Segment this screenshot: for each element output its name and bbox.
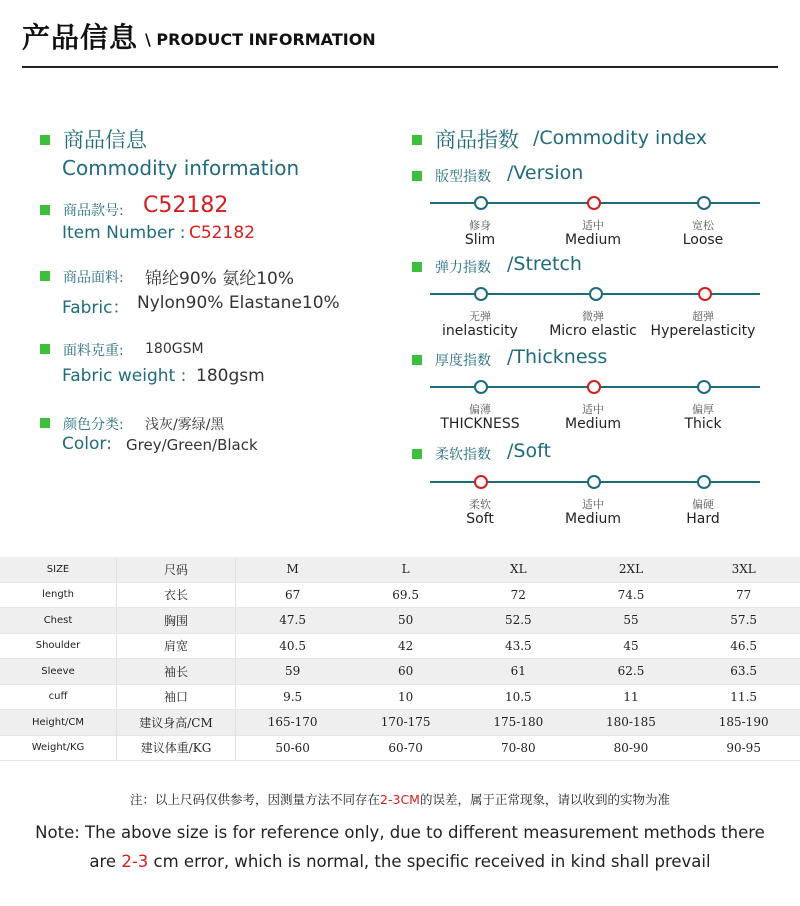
- version-option-dot-selected: [587, 196, 601, 210]
- soft-option-label: [533, 497, 653, 527]
- note-en-text: are: [89, 852, 122, 871]
- table-cell: 10: [349, 684, 462, 710]
- fabric-label-en: Fabric：: [62, 298, 130, 318]
- option-label-cn: 偏薄: [469, 403, 491, 416]
- scale-name-cn: 版型指数: [435, 169, 491, 185]
- stretch-option-label: [420, 309, 540, 339]
- table-cell: 尺码: [117, 557, 236, 582]
- bullet-icon: [40, 344, 50, 354]
- weight-label-cn: 面料克重:: [63, 343, 124, 359]
- table-cell: 建议体重/KG: [117, 735, 236, 761]
- table-cell: 胸围: [117, 608, 236, 634]
- table-cell: 74.5: [575, 582, 688, 608]
- option-label-cn: 宽松: [692, 219, 714, 232]
- table-cell: 43.5: [462, 633, 575, 659]
- version-option-dot: [474, 196, 488, 210]
- table-cell: Height/CM: [0, 710, 117, 736]
- thickness-option-dot: [474, 380, 488, 394]
- bullet-icon: [412, 355, 422, 365]
- info-title-en: Commodity information: [62, 156, 300, 180]
- weight-label-en: Fabric weight :: [62, 366, 187, 386]
- option-label-en: Soft: [466, 511, 494, 527]
- table-cell: 2XL: [575, 557, 688, 582]
- table-cell: 77: [687, 582, 800, 608]
- stretch-option-dot-selected: [698, 287, 712, 301]
- option-label-cn: 偏厚: [692, 403, 714, 416]
- version-option-label: [643, 218, 763, 248]
- table-cell: 62.5: [575, 659, 688, 685]
- option-label-cn: 适中: [582, 219, 604, 232]
- soft-option-label: [643, 497, 763, 527]
- table-cell: Sleeve: [0, 659, 117, 685]
- option-label-en: inelasticity: [442, 323, 518, 339]
- table-cell: 40.5: [236, 633, 350, 659]
- option-label-cn: 偏硬: [692, 498, 714, 511]
- color-value-en: Grey/Green/Black: [126, 436, 258, 454]
- scale-name-en: /Thickness: [507, 346, 608, 368]
- option-label-en: Hyperelasticity: [650, 323, 756, 339]
- fabric-value-cn: 锦纶90% 氨纶10%: [145, 269, 294, 289]
- thickness-option-label: [643, 402, 763, 432]
- table-cell: 69.5: [349, 582, 462, 608]
- table-row: [0, 633, 800, 659]
- version-option-dot: [697, 196, 711, 210]
- table-cell: 57.5: [687, 608, 800, 634]
- table-cell: L: [349, 557, 462, 582]
- table-cell: 185-190: [687, 710, 800, 736]
- table-cell: 165-170: [236, 710, 350, 736]
- option-label-cn: 微弹: [582, 310, 604, 323]
- table-cell: 46.5: [687, 633, 800, 659]
- table-cell: 11.5: [687, 684, 800, 710]
- weight-value-cn: 180GSM: [145, 341, 204, 357]
- table-cell: 50: [349, 608, 462, 634]
- table-cell: M: [236, 557, 350, 582]
- table-cell: Chest: [0, 608, 117, 634]
- table-cell: Shoulder: [0, 633, 117, 659]
- table-cell: 袖长: [117, 659, 236, 685]
- table-cell: 60: [349, 659, 462, 685]
- table-cell: 61: [462, 659, 575, 685]
- table-cell: 67: [236, 582, 350, 608]
- table-cell: 衣长: [117, 582, 236, 608]
- bullet-icon: [40, 271, 50, 281]
- thickness-option-dot-selected: [587, 380, 601, 394]
- table-row: [0, 608, 800, 634]
- weight-value-en: 180gsm: [196, 366, 265, 386]
- option-label-en: Medium: [565, 232, 621, 248]
- stretch-option-label: [643, 309, 763, 339]
- table-row: [0, 582, 800, 608]
- header-divider: [22, 66, 778, 68]
- stretch-option-dot: [589, 287, 603, 301]
- table-cell: 45: [575, 633, 688, 659]
- thickness-option-label: [533, 402, 653, 432]
- table-cell: 袖口: [117, 684, 236, 710]
- item-number-value-cn: C52182: [143, 193, 229, 218]
- note-en-text: cm error, which is normal, the specific received in kind shall prevail: [148, 852, 711, 871]
- option-label-cn: 柔软: [469, 498, 491, 511]
- option-label-cn: 超弹: [692, 310, 714, 323]
- table-row: [0, 710, 800, 736]
- table-cell: 90-95: [687, 735, 800, 761]
- page-title-en: \ PRODUCT INFORMATION: [145, 30, 376, 49]
- table-cell: 60-70: [349, 735, 462, 761]
- option-label-en: THICKNESS: [440, 416, 520, 432]
- info-title-cn: 商品信息: [63, 128, 147, 152]
- table-cell: 52.5: [462, 608, 575, 634]
- bullet-icon: [40, 205, 50, 215]
- option-label-cn: 无弹: [469, 310, 491, 323]
- scale-name-cn: 弹力指数: [435, 260, 491, 276]
- table-cell: Weight/KG: [0, 735, 117, 761]
- table-cell: 72: [462, 582, 575, 608]
- option-label-en: Loose: [682, 232, 724, 248]
- thickness-option-label: [420, 402, 540, 432]
- table-cell: 63.5: [687, 659, 800, 685]
- item-number-label-en: Item Number :: [62, 223, 186, 243]
- table-cell: 80-90: [575, 735, 688, 761]
- bullet-icon: [412, 449, 422, 459]
- color-label-cn: 颜色分类:: [63, 417, 124, 433]
- table-cell: 70-80: [462, 735, 575, 761]
- size-table: [0, 557, 800, 761]
- bullet-icon: [412, 262, 422, 272]
- option-label-en: Medium: [565, 416, 621, 432]
- table-cell: 180-185: [575, 710, 688, 736]
- version-option-label: [533, 218, 653, 248]
- scale-name-cn: 厚度指数: [435, 353, 491, 369]
- scale-name-en: /Stretch: [507, 253, 582, 275]
- note-cn-highlight: 2-3CM: [380, 792, 420, 807]
- option-label-cn: 修身: [469, 219, 491, 232]
- table-cell: 59: [236, 659, 350, 685]
- table-cell: 3XL: [687, 557, 800, 582]
- fabric-value-en: Nylon90% Elastane10%: [137, 293, 340, 313]
- fabric-label-cn: 商品面料:: [63, 270, 124, 286]
- table-cell: 170-175: [349, 710, 462, 736]
- page-title-cn: 产品信息: [22, 21, 139, 54]
- soft-option-dot-selected: [474, 475, 488, 489]
- color-value-cn: 浅灰/雾绿/黑: [145, 417, 225, 433]
- note-cn-text: 的误差，属于正常现象，请以收到的实物为准: [419, 792, 670, 807]
- bullet-icon: [412, 171, 422, 181]
- scale-name-cn: 柔软指数: [435, 447, 491, 463]
- scale-name-en: /Version: [507, 162, 584, 184]
- table-cell: 55: [575, 608, 688, 634]
- table-cell: 9.5: [236, 684, 350, 710]
- bullet-icon: [40, 135, 50, 145]
- table-cell: length: [0, 582, 117, 608]
- version-option-label: [420, 218, 540, 248]
- color-label-en: Color:: [62, 434, 112, 454]
- table-cell: 50-60: [236, 735, 350, 761]
- note-en-line2: [0, 847, 800, 876]
- table-row: [0, 557, 800, 582]
- table-row: [0, 735, 800, 761]
- table-cell: 42: [349, 633, 462, 659]
- table-row: [0, 659, 800, 685]
- option-label-en: Medium: [565, 511, 621, 527]
- option-label-en: Micro elastic: [549, 323, 637, 339]
- table-cell: 47.5: [236, 608, 350, 634]
- option-label-cn: 适中: [582, 498, 604, 511]
- option-label-en: Thick: [684, 416, 722, 432]
- table-cell: 175-180: [462, 710, 575, 736]
- option-label-en: Slim: [464, 232, 496, 248]
- table-cell: 11: [575, 684, 688, 710]
- note-en-line1: Note: The above size is for reference only, due to different measurement methods there: [35, 823, 765, 842]
- note-cn: [0, 790, 800, 808]
- bullet-icon: [412, 135, 422, 145]
- bullet-icon: [40, 418, 50, 428]
- stretch-option-label: [533, 309, 653, 339]
- item-number-value-en: C52182: [189, 223, 255, 243]
- table-cell: XL: [462, 557, 575, 582]
- index-title-en: /Commodity index: [533, 127, 707, 149]
- scale-name-en: /Soft: [507, 440, 551, 462]
- soft-option-dot: [697, 475, 711, 489]
- soft-option-dot: [587, 475, 601, 489]
- table-cell: 肩宽: [117, 633, 236, 659]
- option-label-cn: 适中: [582, 403, 604, 416]
- note-en-highlight: 2-3: [121, 852, 149, 871]
- soft-option-label: [420, 497, 540, 527]
- table-cell: cuff: [0, 684, 117, 710]
- index-title-cn: 商品指数: [435, 128, 519, 152]
- table-row: [0, 684, 800, 710]
- option-label-en: Hard: [686, 511, 720, 527]
- thickness-option-dot: [697, 380, 711, 394]
- table-cell: 10.5: [462, 684, 575, 710]
- table-cell: 建议身高/CM: [117, 710, 236, 736]
- note-en: [0, 818, 800, 876]
- item-number-label-cn: 商品款号:: [63, 203, 124, 219]
- note-cn-text: 注：以上尺码仅供参考，因测量方法不同存在: [130, 792, 381, 807]
- stretch-option-dot: [474, 287, 488, 301]
- table-cell: SIZE: [0, 557, 117, 582]
